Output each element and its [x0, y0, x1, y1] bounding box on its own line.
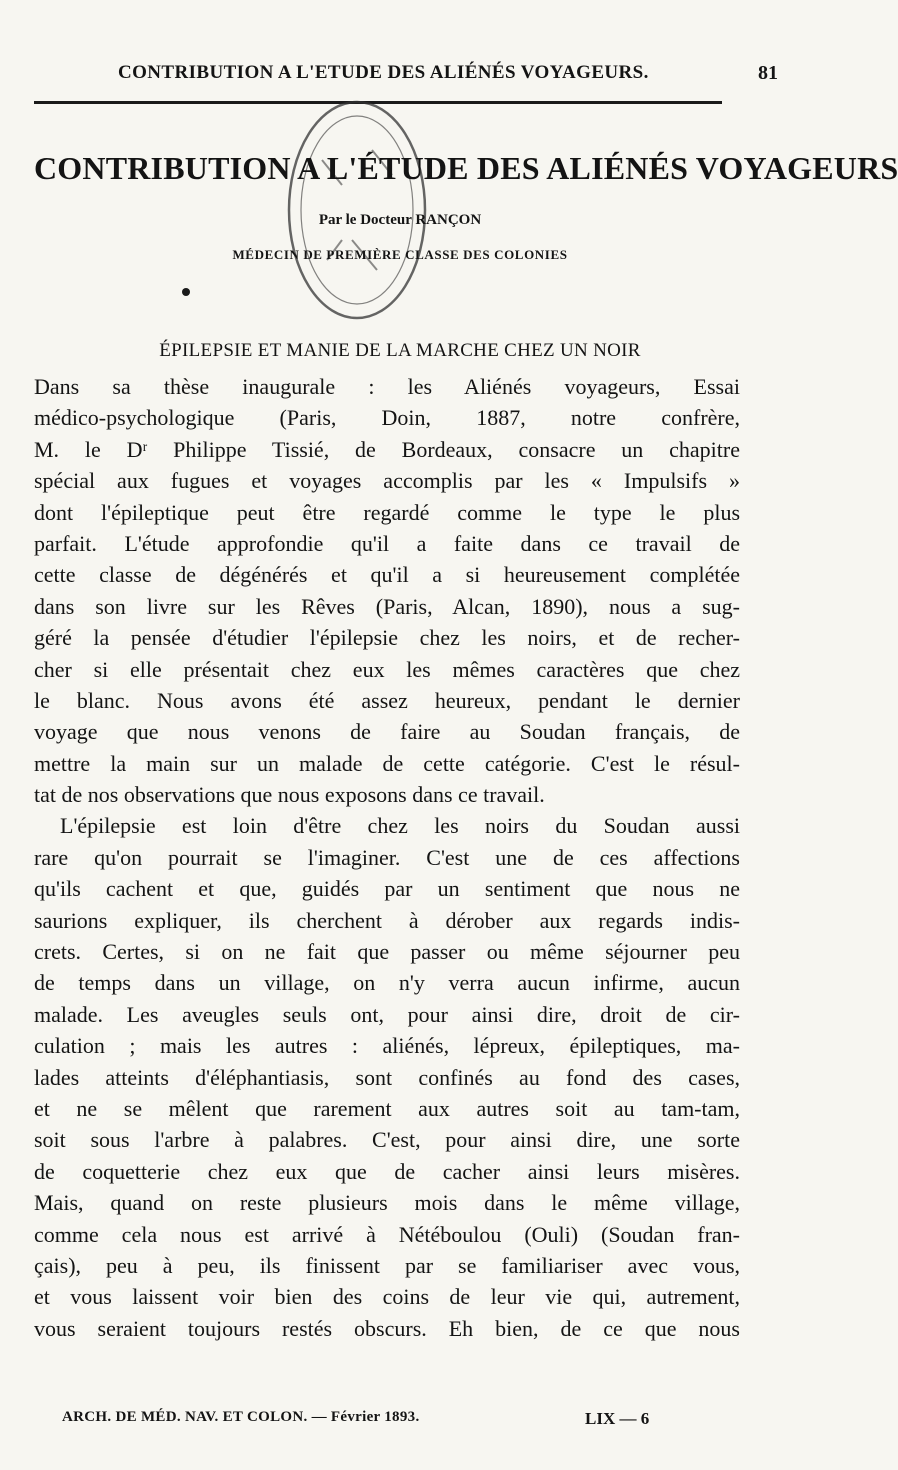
body-line: comme cela nous est arrivé à Nétéboulou (Ouli) (Soudan fran- — [34, 1221, 740, 1247]
article-title: CONTRIBUTION A L'ÉTUDE DES ALIÉNÉS VOYAGEURS — [34, 150, 898, 186]
body-line: qu'ils cachent et que, guidés par un sentiment que nous ne — [34, 876, 740, 902]
page-footer — [0, 1409, 800, 1439]
byline-par: Par — [318, 212, 342, 228]
body-line: voyage que nous venons de faire au Soudan français, de — [34, 719, 740, 745]
body-line: de temps dans un village, on n'y verra aucun infirme, aucun — [34, 970, 740, 996]
body-line: crets. Certes, si on ne fait que passer ou même séjourner peu — [34, 939, 740, 965]
library-stamp — [282, 90, 432, 330]
body-text — [34, 371, 740, 1344]
body-line: malade. Les aveugles seuls ont, pour ainsi dire, droit de cir- — [34, 1001, 740, 1027]
body-line: et ne se mêlent que rarement aux autres soit au tam-tam, — [34, 1095, 740, 1121]
body-line: L'épilepsie est loin d'être chez les noirs du Soudan aussi — [60, 813, 740, 839]
body-line: lades atteints d'éléphantiasis, sont confinés au fond des cases, — [34, 1064, 740, 1090]
body-line: géré la pensée d'étudier l'épilepsie chez les noirs, et de recher- — [34, 625, 740, 651]
body-line: le blanc. Nous avons été assez heureux, pendant le dernier — [34, 687, 740, 713]
body-line: de coquetterie chez eux que de cacher ainsi leurs misères. — [34, 1158, 740, 1184]
body-line: M. le Dʳ Philippe Tissié, de Bordeaux, consacre un chapitre — [34, 436, 740, 462]
body-line: tat de nos observations que nous exposons dans ce travail. — [34, 782, 545, 808]
body-line: Dans sa thèse inaugurale : les Aliénés voyageurs, Essai — [34, 374, 740, 399]
body-line: dans son livre sur les Rêves (Paris, Alcan, 1890), nous a sug- — [34, 593, 740, 619]
body-line: Mais, quand on reste plusieurs mois dans le même village, — [34, 1190, 740, 1216]
body-line: çais), peu à peu, ils finissent par se familiariser avec vous, — [34, 1252, 740, 1278]
footer-journal: ARCH. DE MÉD. NAV. ET COLON. — Février 1893. — [62, 1409, 420, 1425]
body-line: soit sous l'arbre à palabres. C'est, pour ainsi dire, une sorte — [34, 1127, 740, 1153]
section-title: ÉPILEPSIE ET MANIE DE LA MARCHE CHEZ UN NOIR — [159, 340, 641, 361]
body-line: parfait. L'étude approfondie qu'il a faite dans ce travail de — [34, 530, 740, 556]
byline — [0, 212, 800, 229]
running-head — [0, 62, 800, 92]
body-line: rare qu'on pourrait se l'imaginer. C'est une de ces affections — [34, 844, 740, 870]
running-title: CONTRIBUTION A L'ETUDE DES ALIÉNÉS VOYAGEURS. — [118, 62, 649, 83]
body-line: spécial aux fugues et voyages accomplis par les « Impulsifs » — [34, 468, 740, 494]
body-line: cher si elle présentait chez eux les mêmes caractères que chez — [34, 656, 740, 682]
body-line: vous seraient toujours restés obscurs. Eh bien, de ce que nous — [34, 1315, 740, 1341]
bullet-mark — [182, 288, 190, 296]
body-line: cette classe de dégénérés et qu'il a si heureusement complétée — [34, 562, 740, 588]
footer-signature: LIX — 6 — [585, 1409, 650, 1428]
body-line: et vous laissent voir bien des coins de leur vie qui, autrement, — [34, 1284, 740, 1310]
body-line: médico-psychologique (Paris, Doin, 1887, notre confrère, — [34, 405, 740, 431]
page-number: 81 — [758, 62, 778, 84]
body-line: mettre la main sur un malade de cette catégorie. C'est le résul- — [34, 750, 740, 776]
body-line: dont l'épileptique peut être regardé comme le type le plus — [34, 499, 740, 525]
body-line: saurions expliquer, ils cherchent à dérober aux regards indis- — [34, 907, 740, 933]
author-affiliation: MÉDECIN DE PREMIÈRE CLASSE DES COLONIES — [232, 247, 568, 262]
body-line: culation ; mais les autres : aliénés, lépreux, épileptiques, ma- — [34, 1033, 740, 1059]
byline-author: le Docteur RANÇON — [345, 212, 482, 228]
